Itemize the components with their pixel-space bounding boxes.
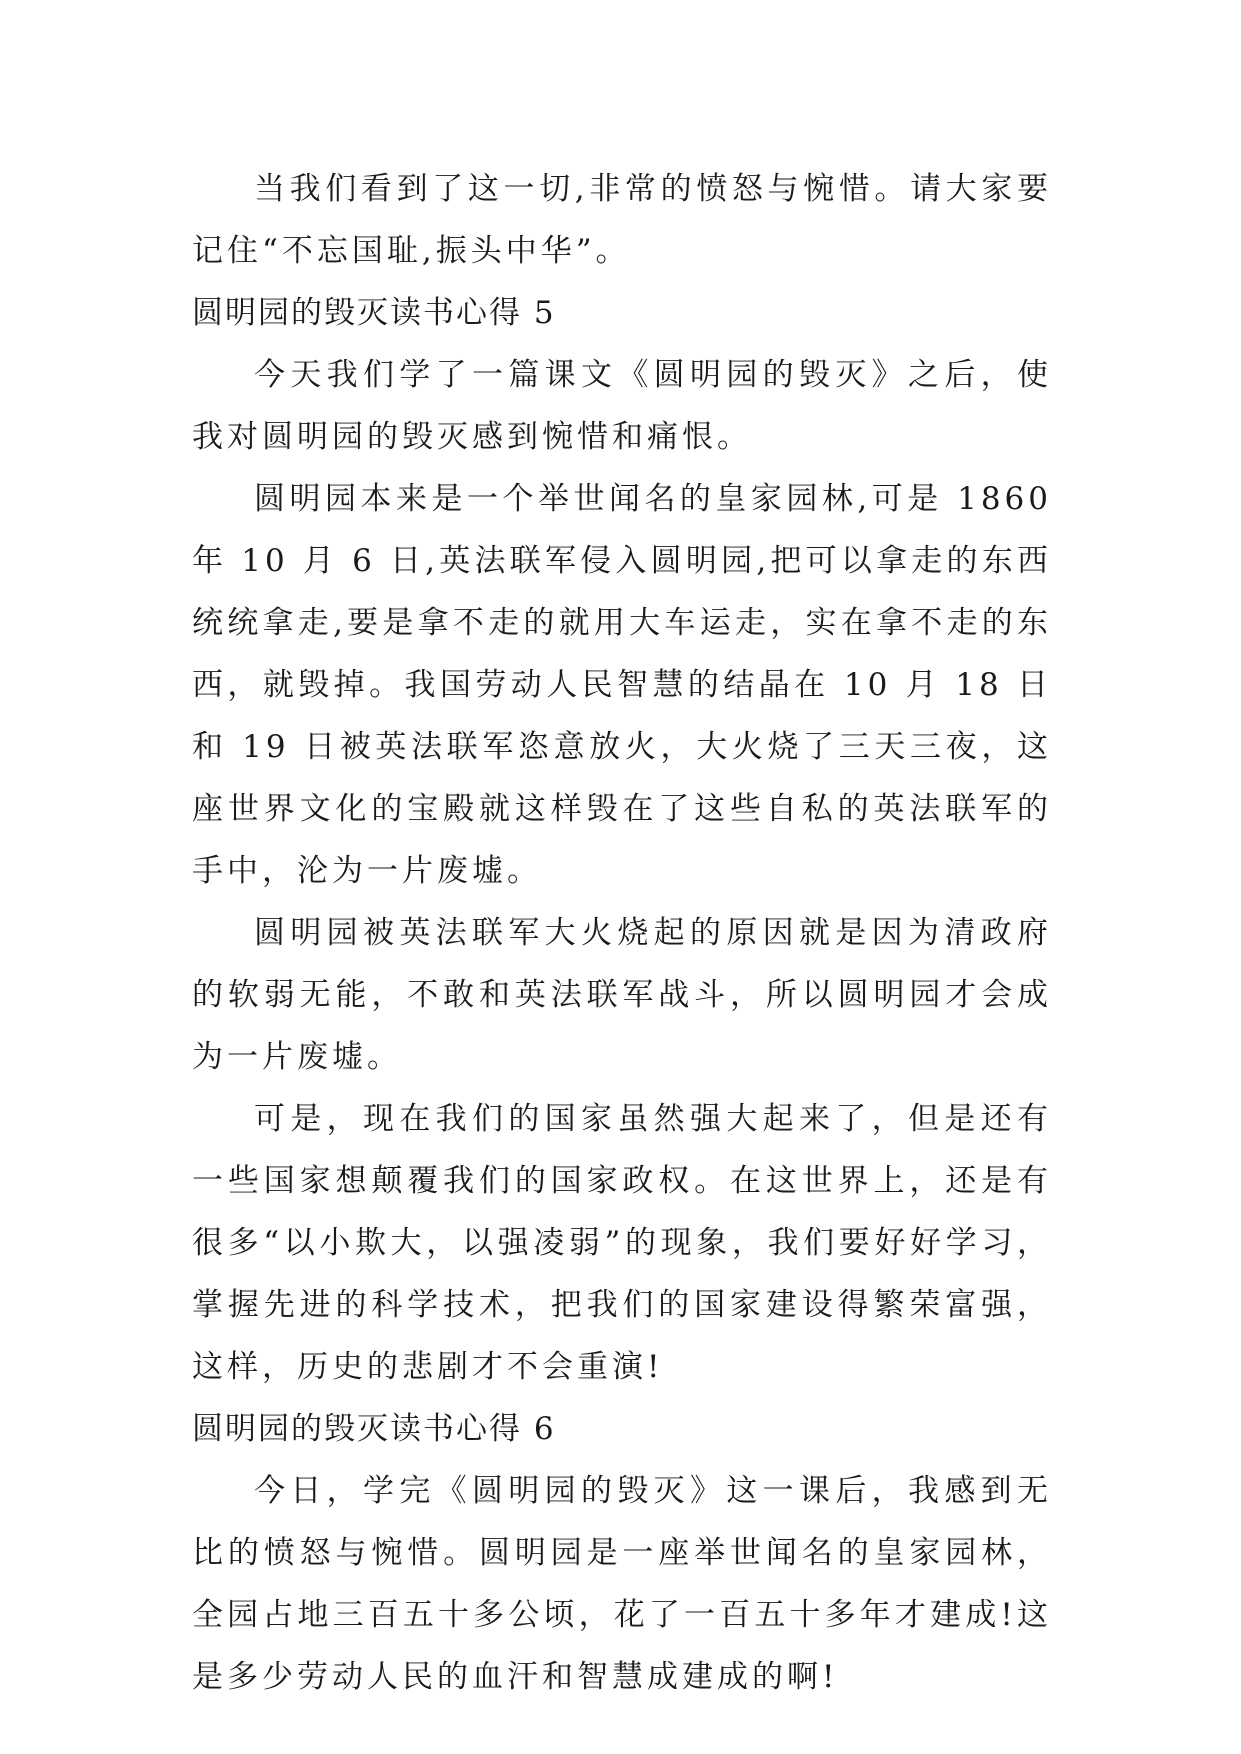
section-heading-5: 圆明园的毁灭读书心得 5: [192, 295, 556, 331]
document-body: [192, 158, 1052, 1708]
paragraph-intro-6: 今日，学完《圆明园的毁灭》这一课后，我感到无比的愤怒与惋惜。圆明园是一座举世闻名的皇家园林，全园占地三百五十多公顷，花了一百五十多年才建成!这是多少劳动人民的血汗和智慧成建成的啊!: [192, 1473, 1052, 1695]
paragraph-cause-5: 圆明园被英法联军大火烧起的原因就是因为清政府的软弱无能，不敢和英法联军战斗，所以圆明园才会成为一片废墟。: [192, 915, 1052, 1075]
paragraph-intro-5: 今天我们学了一篇课文《圆明园的毁灭》之后，使我对圆明园的毁灭感到惋惜和痛恨。: [192, 357, 1052, 455]
paragraph-history-5: 圆明园本来是一个举世闻名的皇家园林,可是 1860 年 10 月 6 日,英法联军侵入圆明园,把可以拿走的东西统统拿走,要是拿不走的就用大车运走，实在拿不走的东西，就毁掉。我国劳动人民智慧的结晶在 10 月 18 日和 19 日被英法联军恣意放火，大火烧了三天三夜，这座世界文化的宝殿就这样毁在了这些自私的英法联军的手中，沦为一片废墟。: [192, 481, 1052, 889]
section-heading-6: 圆明园的毁灭读书心得 6: [192, 1411, 556, 1447]
paragraph-conclusion-4: 当我们看到了这一切,非常的愤怒与惋惜。请大家要记住“不忘国耻,振头中华”。: [192, 171, 1052, 269]
paragraph-conclusion-5: 可是，现在我们的国家虽然强大起来了，但是还有一些国家想颠覆我们的国家政权。在这世界上，还是有很多“以小欺大，以强凌弱”的现象，我们要好好学习，掌握先进的科学技术，把我们的国家建设得繁荣富强，这样，历史的悲剧才不会重演!: [192, 1101, 1052, 1385]
